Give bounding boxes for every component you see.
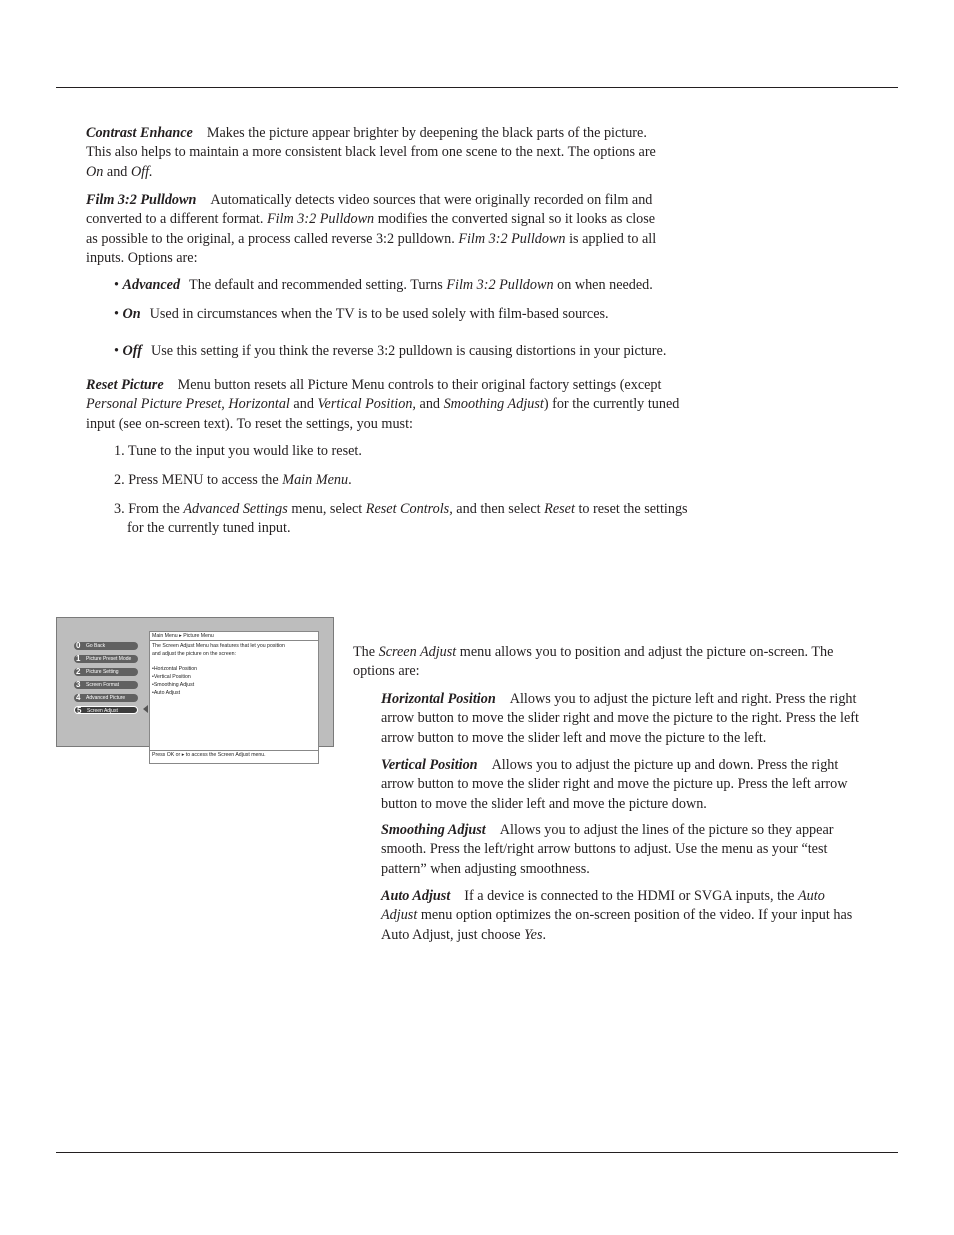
contrast-enhance-term: Contrast Enhance bbox=[86, 125, 193, 141]
horizontal-position-paragraph: Horizontal Position Allows you to adjust the picture left and right. Press the right arrow button to move the slider right and move the picture to the right. Press the left arrow button to move the slider left and move the picture to the left. bbox=[381, 691, 859, 746]
menu-item-advanced-picture: 4 Advanced Picture bbox=[74, 694, 138, 702]
menu-item-screen-format: 3 Screen Format bbox=[74, 681, 138, 689]
menu-item-picture-setting: 2 Picture Setting bbox=[74, 668, 138, 676]
bullet-on: • On Used in circumstances when the TV is to be used solely with film-based sources. bbox=[114, 306, 609, 322]
menu-description: The Screen Adjust Menu has features that let you position and adjust the picture on the screen: bbox=[152, 643, 285, 657]
screen-adjust-menu-screenshot bbox=[56, 617, 334, 758]
vertical-position-paragraph: Vertical Position Allows you to adjust the picture up and down. Press the right arrow button to move the slider right and move the picture up. Press the left arrow button to move the slider left and move the picture down. bbox=[381, 757, 848, 812]
bullet-off: • Off Use this setting if you think the reverse 3:2 pulldown is causing distortions in your picture. bbox=[114, 343, 667, 359]
ok-arrow-icon: ▸ bbox=[181, 752, 185, 758]
menu-breadcrumb: Main Menu ▸ Picture Menu bbox=[150, 632, 318, 641]
smoothing-adjust-paragraph: Smoothing Adjust Allows you to adjust the lines of the picture so they appear smooth. Press the left/right arrow buttons to adjust. Use the menu as your “test pattern” when adjusting smoothness. bbox=[381, 822, 834, 877]
top-rule bbox=[56, 87, 898, 88]
menu-item-picture-preset-mode: 1 Picture Preset Mode bbox=[74, 655, 138, 663]
screen-adjust-intro: The Screen Adjust menu allows you to position and adjust the picture on-screen. The options are: bbox=[353, 644, 834, 680]
reset-picture-term: Reset Picture bbox=[86, 377, 164, 393]
auto-adjust-paragraph: Auto Adjust If a device is connected to the HDMI or SVGA inputs, the Auto Adjust menu option optimizes the on-screen position of the video. If your input has Auto Adjust, just choose Yes. bbox=[381, 888, 853, 943]
bullet-advanced: • Advanced The default and recommended setting. Turns Film 3:2 Pulldown on when needed. bbox=[114, 277, 653, 293]
menu-footer-hint: Press OK or ▸ to access the Screen Adjust menu. bbox=[150, 750, 318, 759]
bottom-rule bbox=[56, 1152, 898, 1153]
menu-options-list: •Horizontal Position •Vertical Position •Smoothing Adjust •Auto Adjust bbox=[152, 666, 198, 696]
reset-step-2: 2. Press MENU to access the Main Menu. bbox=[114, 472, 352, 488]
film-pulldown-term: Film 3:2 Pulldown bbox=[86, 192, 197, 208]
contrast-enhance-paragraph: Contrast Enhance Makes the picture appear brighter by deepening the black parts of the picture. This also helps to maintain a more consistent black level from one scene to the next. The options are On and Off. bbox=[86, 125, 656, 180]
menu-pointer-arrow-icon bbox=[143, 705, 148, 713]
menu-item-go-back: 0 Go Back bbox=[74, 642, 138, 650]
breadcrumb-arrow-icon: ▸ bbox=[179, 633, 182, 639]
reset-step-1: 1. Tune to the input you would like to reset. bbox=[114, 443, 362, 459]
reset-picture-paragraph: Reset Picture Menu button resets all Picture Menu controls to their original factory settings (except Personal Picture Preset, Horizontal and Vertical Position, and Smoothing Adjust) for the currently tuned input (see on-screen text). To reset the settings, you must: bbox=[86, 377, 680, 432]
reset-step-3: 3. From the Advanced Settings menu, select Reset Controls, and then select Reset to reset the settings for the currently tuned input. bbox=[114, 501, 688, 537]
menu-info-panel bbox=[149, 631, 319, 764]
film-pulldown-paragraph: Film 3:2 Pulldown Automatically detects video sources that were originally recorded on film and converted to a different format. Film 3:2 Pulldown modifies the converted signal so it looks as close as possible to the original, a process called reverse 3:2 pulldown. Film 3:2 Pulldown is applied to all inputs. Options are: bbox=[86, 192, 657, 266]
menu-item-screen-adjust: 5 Screen Adjust bbox=[74, 706, 138, 714]
